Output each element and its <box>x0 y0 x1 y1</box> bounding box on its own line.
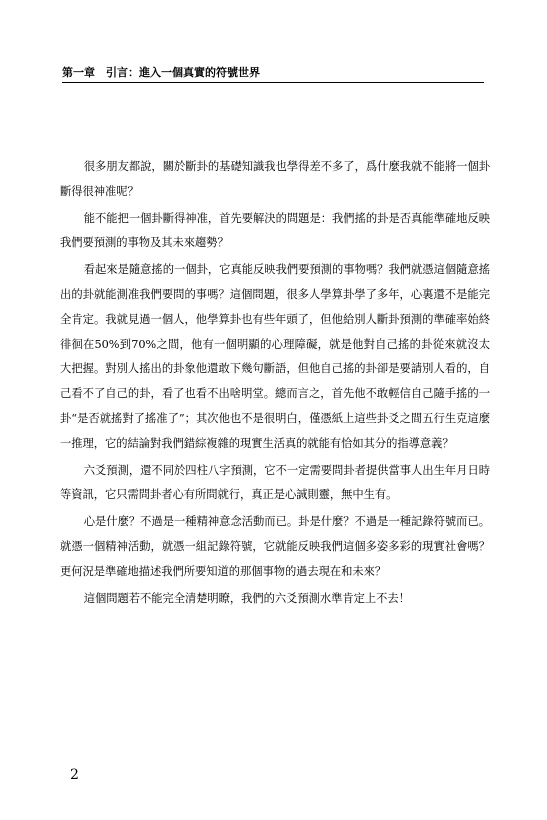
paragraph-1: 很多朋友都說，關於斷卦的基礎知識我也學得差不多了，爲什麼我就不能將一個卦斷得很神准呢？ <box>60 160 490 198</box>
paragraph-4: 六爻預測，還不同於四柱八字預測，它不一定需要問卦者提供當事人出生年月日時等資訊，它只需問卦者心有所問就行，真正是心誠則靈，無中生有。 <box>60 463 490 502</box>
paragraph-2: 能不能把一個卦斷得神准，首先要解決的問題是：我們搖的卦是否真能準確地反映我們要預測的事物及其未來趨勢？ <box>60 211 490 250</box>
paragraph-6: 這個問題若不能完全清楚明瞭，我們的六爻預測水準肯定上不去！ <box>83 591 410 605</box>
page-number: 2 <box>70 767 79 783</box>
chapter-title: 第一章 引言：進入一個真實的符號世界 <box>62 66 260 79</box>
running-header <box>62 66 484 80</box>
paragraph-5: 心是什麼？不過是一種精神意念活動而已。卦是什麼？不過是一種記錄符號而已。就憑一個精神活動，就憑一組記錄符號，它就能反映我們這個多姿多彩的現實社會嗎？更何況是準確地描述我們所要知道的那個事物的過去現在和未來？ <box>60 515 490 578</box>
paragraph-3: 看起來是隨意搖的一個卦，它真能反映我們要預測的事物嗎？我們就憑這個隨意搖出的卦就能測准我們要問的事嗎？這個問題，很多人學算卦學了多年，心裏還不是能完全肯定。我就見過一個人，他學算卦也有些年頭了，但他給別人斷卦預測的準確率始終徘徊在50%到70%之間，他有一個明顯的心理障礙，就是他對自己搖的卦從來就沒太大把握。對別人搖出的卦象他還敢下幾句斷語，但他自己搖的卦卻是要請別人看的，自己看不了自己的卦，看了也看不出啥明堂。總而言之，首先他不敢輕信自己隨手搖的一卦“是否就搖對了搖准了”；其次他也不是很明白，僅憑紙上這些卦爻之間五行生克這麼一推理，它的結論對我們錯綜複雜的現實生活真的就能有恰如其分的指導意義？ <box>60 263 490 450</box>
header-rule <box>62 82 484 83</box>
body-text <box>60 155 490 613</box>
